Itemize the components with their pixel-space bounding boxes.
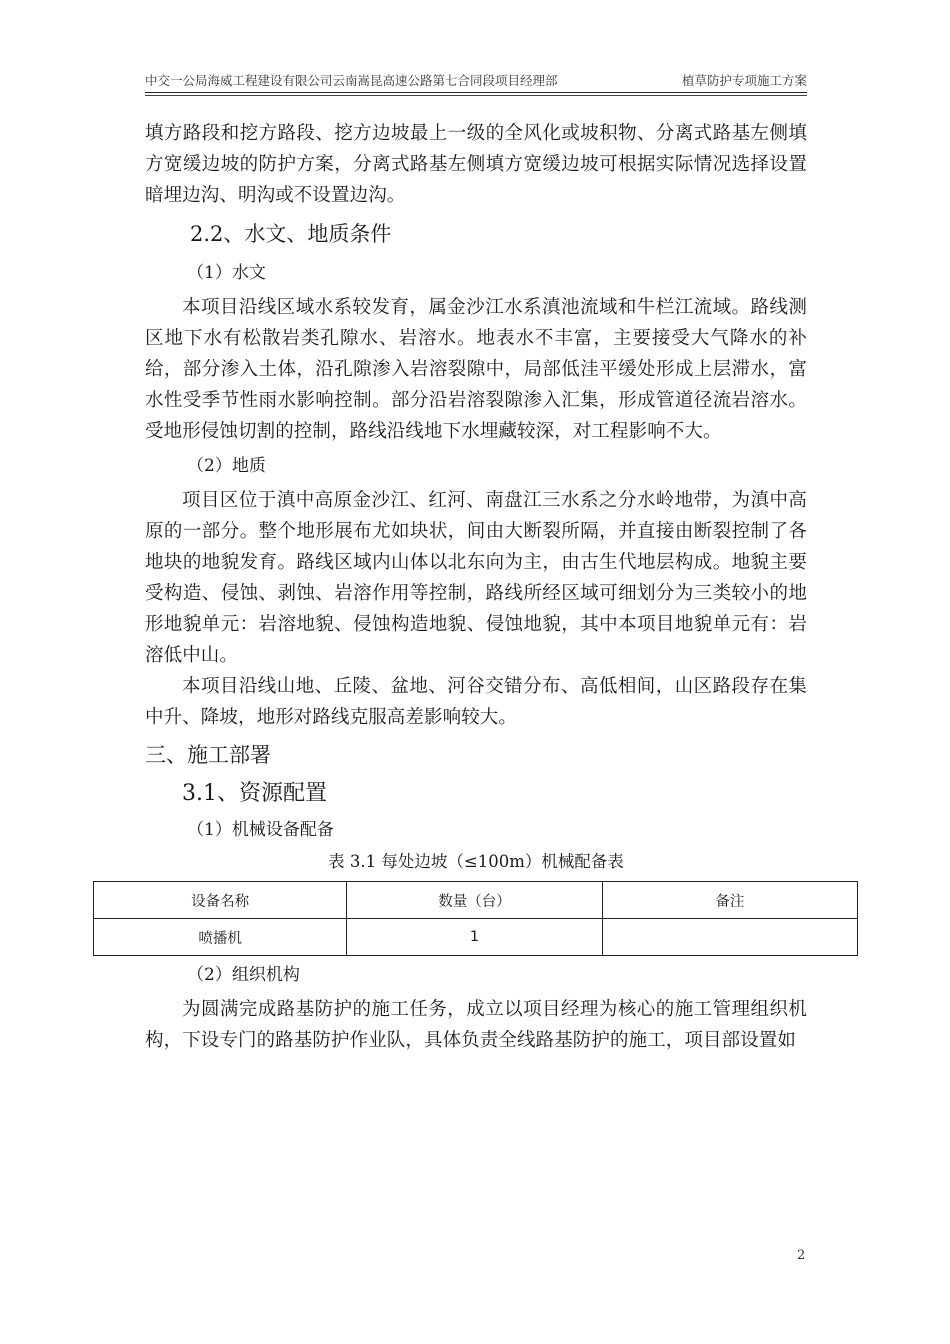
table-row [94, 919, 858, 956]
header-rule [145, 95, 807, 96]
section-heading-3: 三、施工部署 [145, 743, 271, 767]
table-cell: 喷播机 [94, 919, 347, 956]
subheading-organization: （2）组织机构 [187, 965, 300, 985]
paragraph-intro: 填方路段和挖方路段、挖方边坡最上一级的全风化或坡积物、分离式路基左侧填方宽缓边坡的防护方案，分离式路基左侧填方宽缓边坡可根据实际情况选择设置暗埋边沟、明沟或不设置边沟。 [145, 123, 807, 206]
table-caption: 表 3.1 每处边坡（≤100m）机械配备表 [328, 852, 624, 871]
subheading-geology: （2）地质 [187, 456, 266, 476]
page-header [145, 72, 807, 93]
paragraph-geology-1: 项目区位于滇中高原金沙江、红河、南盘江三水系之分水岭地带，为滇中高原的一部分。整个地形展布尤如块状，间由大断裂所隔，并直接由断裂控制了各地块的地貌发育。路线区域内山体以北东向为主，由古生代地层构成。地貌主要受构造、侵蚀、剥蚀、岩溶作用等控制，路线所经区域可细划分为三类较小的地形地貌单元：岩溶地貌、侵蚀构造地貌、侵蚀地貌，其中本项目地貌单元有：岩溶低中山。 [145, 490, 807, 666]
table-cell: 1 [347, 919, 602, 956]
section-heading-2-2: 2.2、水文、地质条件 [190, 222, 392, 246]
header-company: 中交一公局海威工程建设有限公司云南嵩昆高速公路第七合同段项目经理部 [145, 73, 558, 88]
table-header-cell: 设备名称 [94, 882, 347, 919]
paragraph-geology-2: 本项目沿线山地、丘陵、盆地、河谷交错分布、高低相间，山区路段存在集中升、降坡，地形对路线克服高差影响较大。 [145, 676, 807, 728]
subheading-equipment: （1）机械设备配备 [187, 820, 334, 840]
table-header-cell: 数量（台） [347, 882, 602, 919]
equipment-table [93, 881, 858, 956]
paragraph-hydrology: 本项目沿线区域水系较发育，属金沙江水系滇池流域和牛栏江流域。路线测区地下水有松散岩类孔隙水、岩溶水。地表水不丰富，主要接受大气降水的补给，部分渗入土体，沿孔隙渗入岩溶裂隙中，局部低洼平缓处形成上层滞水，富水性受季节性雨水影响控制。部分沿岩溶裂隙渗入汇集，形成管道径流岩溶水。受地形侵蚀切割的控制，路线沿线地下水埋藏较深，对工程影响不大。 [145, 297, 807, 442]
table-cell [602, 919, 857, 956]
subheading-hydrology: （1）水文 [187, 263, 266, 283]
document-body [145, 118, 807, 1056]
table-header-row [94, 882, 858, 919]
equipment-table-wrapper [93, 881, 860, 956]
table-header-cell: 备注 [602, 882, 857, 919]
header-doc-title: 植草防护专项施工方案 [681, 73, 807, 88]
page-number: 2 [797, 1248, 806, 1263]
paragraph-organization: 为圆满完成路基防护的施工任务，成立以项目经理为核心的施工管理组织机构，下设专门的路基防护作业队，具体负责全线路基防护的施工，项目部设置如 [145, 999, 807, 1051]
section-heading-3-1: 3.1、资源配置 [182, 781, 327, 806]
